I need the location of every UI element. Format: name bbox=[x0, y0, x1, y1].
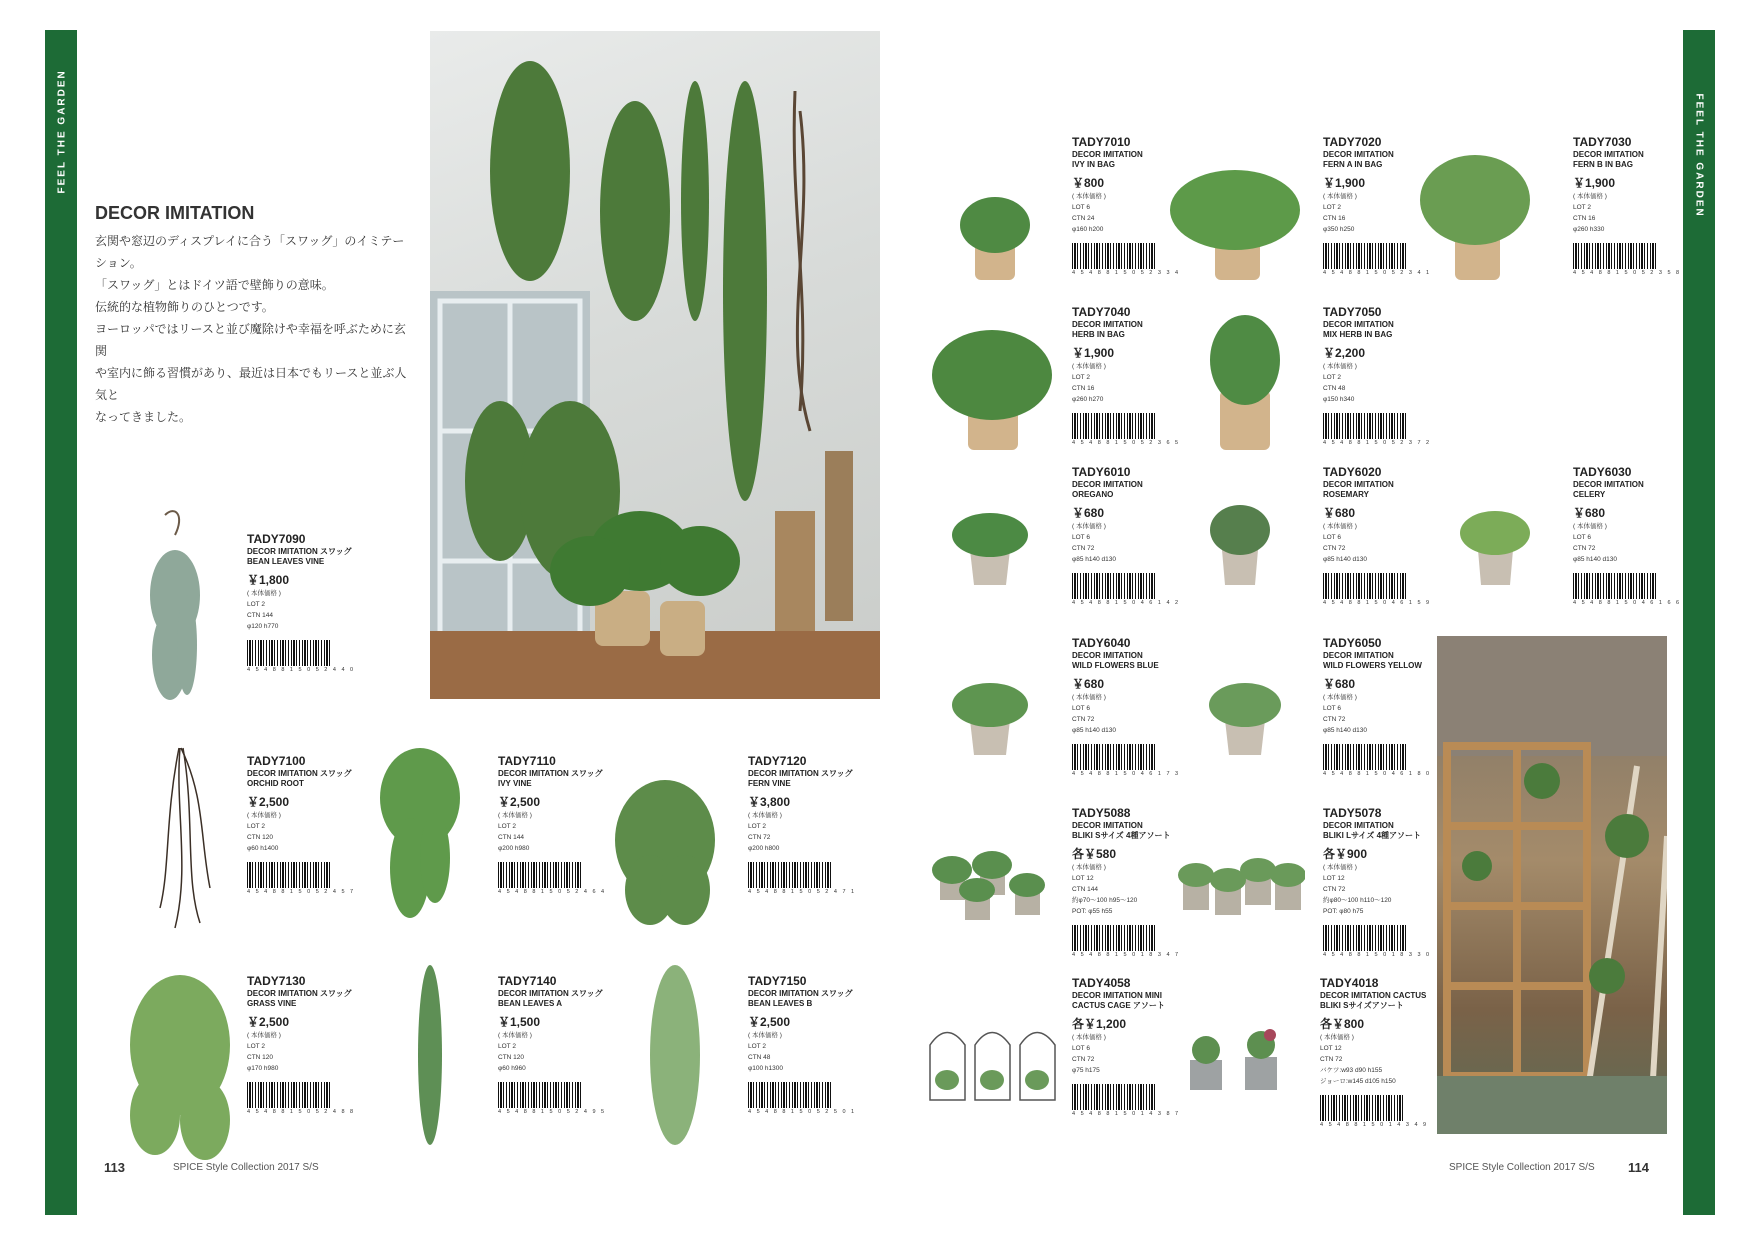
product-code: TADY6010 bbox=[1072, 465, 1131, 479]
product-code: TADY5078 bbox=[1323, 806, 1382, 820]
product-code: TADY7040 bbox=[1072, 305, 1131, 319]
product-ctn: CTN 120 bbox=[498, 1054, 525, 1061]
product-lot: LOT 12 bbox=[1072, 875, 1094, 882]
price-note: ( 本体価格 ) bbox=[748, 812, 782, 819]
product-name: DECOR IMITATION スワッグ bbox=[748, 769, 853, 778]
right-side-label: FEEL THE GARDEN bbox=[1693, 93, 1705, 218]
product-lot: LOT 2 bbox=[748, 823, 766, 830]
product-name-sub: CELERY bbox=[1573, 490, 1606, 499]
fern-a-in-bag-image bbox=[1170, 160, 1300, 280]
right-footer-collection: SPICE Style Collection 2017 S/S bbox=[1449, 1162, 1595, 1173]
product-item bbox=[1072, 305, 1212, 446]
product-name-sub: ORCHID ROOT bbox=[247, 779, 304, 788]
product-code: TADY7150 bbox=[748, 974, 807, 988]
price-note: ( 本体価格 ) bbox=[247, 1032, 281, 1039]
product-size: φ200 h800 bbox=[748, 845, 780, 852]
product-code: TADY4018 bbox=[1320, 976, 1379, 990]
price-note: ( 本体価格 ) bbox=[247, 590, 281, 597]
left-footer-collection: SPICE Style Collection 2017 S/S bbox=[173, 1162, 319, 1173]
product-pot-size: ジョーロ:w145 d105 h150 bbox=[1320, 1078, 1396, 1085]
product-size: φ260 h330 bbox=[1573, 226, 1605, 233]
cactus-tins-image bbox=[1180, 1015, 1290, 1095]
product-name: DECOR IMITATION bbox=[1072, 320, 1143, 329]
herb-in-bag-image bbox=[930, 325, 1055, 450]
swag-display-photo bbox=[430, 31, 880, 699]
product-price: ￥680 bbox=[1323, 677, 1356, 691]
product-name-sub: BEAN LEAVES A bbox=[498, 999, 563, 1008]
product-price: 各￥800 bbox=[1320, 1017, 1365, 1031]
product-lot: LOT 6 bbox=[1072, 204, 1090, 211]
product-size: バケツ:w93 d90 h155 bbox=[1320, 1067, 1383, 1074]
product-size: φ85 h140 d130 bbox=[1323, 556, 1367, 563]
fern-b-in-bag-image bbox=[1420, 140, 1530, 280]
product-size: φ85 h140 d130 bbox=[1072, 556, 1116, 563]
product-size: 約φ70〜100 h95〜120 bbox=[1072, 897, 1138, 904]
bean-leaves-a-image bbox=[400, 955, 460, 1165]
barcode-number: 4 5 4 8 8 1 5 0 5 2 4 8 8 bbox=[247, 1109, 356, 1115]
barcode bbox=[247, 1082, 331, 1108]
price-note: ( 本体価格 ) bbox=[1323, 694, 1357, 701]
product-price: 各￥1,200 bbox=[1072, 1017, 1127, 1031]
product-code: TADY7110 bbox=[498, 754, 556, 768]
product-price: ￥2,500 bbox=[247, 795, 290, 809]
right-page-number: 114 bbox=[1628, 1160, 1649, 1175]
product-name-sub: BLIKI Lサイズ 4種アソート bbox=[1323, 831, 1422, 840]
left-side-label: FEEL THE GARDEN bbox=[56, 69, 68, 194]
barcode-number: 4 5 4 8 8 1 5 0 4 6 1 5 9 bbox=[1323, 600, 1432, 606]
product-code: TADY6050 bbox=[1323, 636, 1382, 650]
barcode-number: 4 5 4 8 8 1 5 0 4 6 1 6 6 bbox=[1573, 600, 1682, 606]
product-price: ￥3,800 bbox=[748, 795, 791, 809]
product-ctn: CTN 120 bbox=[247, 834, 274, 841]
product-lot: LOT 2 bbox=[247, 601, 265, 608]
barcode bbox=[1072, 1084, 1156, 1110]
barcode bbox=[1323, 744, 1407, 770]
product-ctn: CTN 72 bbox=[1072, 716, 1095, 723]
product-size: φ60 h960 bbox=[498, 1065, 526, 1072]
product-size: φ350 h250 bbox=[1323, 226, 1355, 233]
product-lot: LOT 2 bbox=[1323, 374, 1341, 381]
product-ctn: CTN 16 bbox=[1072, 385, 1095, 392]
product-code: TADY7130 bbox=[247, 974, 306, 988]
product-code: TADY7090 bbox=[247, 532, 306, 546]
product-code: TADY7050 bbox=[1323, 305, 1382, 319]
product-item bbox=[247, 754, 387, 895]
product-name-sub: HERB IN BAG bbox=[1072, 330, 1125, 339]
product-size: φ85 h140 d130 bbox=[1072, 727, 1116, 734]
barcode-number: 4 5 4 8 8 1 5 0 4 6 1 4 2 bbox=[1072, 600, 1181, 606]
barcode bbox=[247, 862, 331, 888]
price-note: ( 本体価格 ) bbox=[1323, 363, 1357, 370]
product-price: ￥2,500 bbox=[247, 1015, 290, 1029]
product-item bbox=[498, 974, 638, 1115]
barcode bbox=[1573, 243, 1657, 269]
product-name-sub: OREGANO bbox=[1072, 490, 1114, 499]
barcode bbox=[247, 640, 331, 666]
product-name: DECOR IMITATION bbox=[1573, 480, 1644, 489]
product-size: φ150 h340 bbox=[1323, 396, 1355, 403]
product-lot: LOT 6 bbox=[1323, 705, 1341, 712]
product-item bbox=[1323, 806, 1463, 958]
product-price: ￥1,900 bbox=[1323, 176, 1366, 190]
price-note: ( 本体価格 ) bbox=[1072, 363, 1106, 370]
intro-line: 伝統的な植物飾りのひとつです。 bbox=[95, 300, 274, 314]
price-note: ( 本体価格 ) bbox=[1573, 193, 1607, 200]
product-size: φ75 h175 bbox=[1072, 1067, 1100, 1074]
product-name: DECOR IMITATION スワッグ bbox=[498, 769, 603, 778]
barcode-number: 4 5 4 8 8 1 5 0 4 6 1 8 0 bbox=[1323, 771, 1432, 777]
product-name-sub: CACTUS CAGE アソート bbox=[1072, 1001, 1165, 1010]
product-name: DECOR IMITATION bbox=[1323, 651, 1394, 660]
product-code: TADY6040 bbox=[1072, 636, 1131, 650]
product-code: TADY6030 bbox=[1573, 465, 1632, 479]
barcode bbox=[1323, 413, 1407, 439]
product-ctn: CTN 72 bbox=[1323, 545, 1346, 552]
barcode-number: 4 5 4 8 8 1 5 0 5 2 3 5 8 bbox=[1573, 270, 1682, 276]
price-note: ( 本体価格 ) bbox=[1072, 523, 1106, 530]
product-lot: LOT 2 bbox=[1072, 374, 1090, 381]
barcode bbox=[748, 862, 832, 888]
barcode-number: 4 5 4 8 8 1 5 0 5 2 3 6 5 bbox=[1072, 440, 1181, 446]
intro-text bbox=[95, 230, 415, 428]
product-lot: LOT 2 bbox=[1323, 204, 1341, 211]
product-name: DECOR IMITATION bbox=[1323, 320, 1394, 329]
product-size: φ85 h140 d130 bbox=[1323, 727, 1367, 734]
product-ctn: CTN 16 bbox=[1323, 215, 1346, 222]
product-name: DECOR IMITATION bbox=[1072, 651, 1143, 660]
price-note: ( 本体価格 ) bbox=[498, 1032, 532, 1039]
product-name: DECOR IMITATION bbox=[1072, 821, 1143, 830]
product-code: TADY4058 bbox=[1072, 976, 1131, 990]
product-lot: LOT 2 bbox=[498, 1043, 516, 1050]
ivy-in-bag-image bbox=[955, 190, 1035, 280]
grass-vine-image bbox=[120, 955, 240, 1165]
product-name: DECOR IMITATION MINI bbox=[1072, 991, 1162, 1000]
product-price: ￥2,500 bbox=[498, 795, 541, 809]
product-item bbox=[1573, 135, 1713, 276]
product-name: DECOR IMITATION bbox=[1323, 480, 1394, 489]
product-pot-size: POT: φ55 h55 bbox=[1072, 908, 1113, 915]
product-ctn: CTN 144 bbox=[247, 612, 274, 619]
barcode-number: 4 5 4 8 8 1 5 0 5 2 4 6 4 bbox=[498, 889, 607, 895]
product-code: TADY5088 bbox=[1072, 806, 1131, 820]
bliki-l-succulents-image bbox=[1175, 850, 1305, 920]
barcode-number: 4 5 4 8 8 1 5 0 1 4 3 4 9 bbox=[1320, 1122, 1429, 1128]
product-ctn: CTN 16 bbox=[1573, 215, 1596, 222]
intro-line: 玄関や窓辺のディスプレイに合う「スワッグ」のイミテーション。 bbox=[95, 234, 405, 270]
shop-display-photo bbox=[1437, 636, 1667, 1134]
product-name: DECOR IMITATION bbox=[1072, 480, 1143, 489]
product-name-sub: FERN A IN BAG bbox=[1323, 160, 1383, 169]
product-name-sub: WILD FLOWERS YELLOW bbox=[1323, 661, 1422, 670]
barcode-number: 4 5 4 8 8 1 5 0 5 2 3 4 1 bbox=[1323, 270, 1432, 276]
product-lot: LOT 12 bbox=[1320, 1045, 1342, 1052]
product-size: φ260 h270 bbox=[1072, 396, 1104, 403]
product-size: φ170 h980 bbox=[247, 1065, 279, 1072]
price-note: ( 本体価格 ) bbox=[1320, 1034, 1354, 1041]
wild-flowers-yellow-image bbox=[1205, 675, 1285, 755]
wild-flowers-blue-image bbox=[950, 675, 1030, 755]
product-price: ￥1,900 bbox=[1573, 176, 1616, 190]
barcode-number: 4 5 4 8 8 1 5 0 5 2 5 0 1 bbox=[748, 1109, 857, 1115]
price-note: ( 本体価格 ) bbox=[1573, 523, 1607, 530]
price-note: ( 本体価格 ) bbox=[1323, 523, 1357, 530]
product-ctn: CTN 72 bbox=[1323, 886, 1346, 893]
product-lot: LOT 6 bbox=[1323, 534, 1341, 541]
barcode bbox=[498, 862, 582, 888]
barcode-number: 4 5 4 8 8 1 5 0 5 2 4 7 1 bbox=[748, 889, 857, 895]
product-item bbox=[1072, 636, 1212, 777]
product-name-sub: WILD FLOWERS BLUE bbox=[1072, 661, 1159, 670]
product-lot: LOT 2 bbox=[247, 1043, 265, 1050]
product-name-sub: FERN VINE bbox=[748, 779, 791, 788]
barcode bbox=[498, 1082, 582, 1108]
rosemary-pot-image bbox=[1205, 505, 1275, 585]
product-size: φ100 h1300 bbox=[748, 1065, 783, 1072]
product-name: DECOR IMITATION bbox=[1323, 821, 1394, 830]
price-note: ( 本体価格 ) bbox=[498, 812, 532, 819]
bliki-s-succulents-image bbox=[925, 835, 1055, 920]
product-name-sub: ROSEMARY bbox=[1323, 490, 1369, 499]
product-item bbox=[1320, 976, 1460, 1128]
product-lot: LOT 6 bbox=[1072, 534, 1090, 541]
product-name-sub: BEAN LEAVES B bbox=[748, 999, 813, 1008]
product-ctn: CTN 72 bbox=[1072, 1056, 1095, 1063]
product-item bbox=[1323, 465, 1463, 606]
price-note: ( 本体価格 ) bbox=[1323, 193, 1357, 200]
product-name: DECOR IMITATION スワッグ bbox=[498, 989, 603, 998]
price-note: ( 本体価格 ) bbox=[247, 812, 281, 819]
intro-line: ヨーロッパではリースと並び魔除けや幸福を呼ぶために玄関 bbox=[95, 322, 406, 358]
barcode bbox=[1072, 925, 1156, 951]
barcode-number: 4 5 4 8 8 1 5 0 5 2 3 7 2 bbox=[1323, 440, 1432, 446]
product-size: φ120 h770 bbox=[247, 623, 279, 630]
product-price: ￥680 bbox=[1072, 677, 1105, 691]
product-ctn: CTN 72 bbox=[1320, 1056, 1343, 1063]
barcode-number: 4 5 4 8 8 1 5 0 4 6 1 7 3 bbox=[1072, 771, 1181, 777]
product-name: DECOR IMITATION スワッグ bbox=[247, 769, 352, 778]
product-name-sub: BLIKI Sサイズアソート bbox=[1320, 1001, 1404, 1010]
product-name-sub: BLIKI Sサイズ 4種アソート bbox=[1072, 831, 1171, 840]
intro-line: なってきました。 bbox=[95, 410, 192, 424]
price-note: ( 本体価格 ) bbox=[1072, 864, 1106, 871]
product-lot: LOT 2 bbox=[247, 823, 265, 830]
left-page-number: 113 bbox=[104, 1160, 125, 1175]
product-item bbox=[748, 754, 888, 895]
barcode bbox=[1320, 1095, 1404, 1121]
intro-line: や室内に飾る習慣があり、最近は日本でもリースと並ぶ人気と bbox=[95, 366, 407, 402]
product-ctn: CTN 48 bbox=[748, 1054, 771, 1061]
product-name: DECOR IMITATION bbox=[1323, 150, 1394, 159]
product-ctn: CTN 144 bbox=[498, 834, 525, 841]
product-ctn: CTN 48 bbox=[1323, 385, 1346, 392]
barcode bbox=[1573, 573, 1657, 599]
price-note: ( 本体価格 ) bbox=[748, 1032, 782, 1039]
product-item bbox=[1323, 305, 1463, 446]
product-code: TADY6020 bbox=[1323, 465, 1382, 479]
barcode bbox=[1072, 413, 1156, 439]
product-item bbox=[1072, 465, 1212, 606]
left-side-bar bbox=[45, 30, 77, 1215]
bean-leaves-vine-image bbox=[135, 505, 215, 710]
product-ctn: CTN 144 bbox=[1072, 886, 1099, 893]
product-price: 各￥900 bbox=[1323, 847, 1368, 861]
product-size: φ85 h140 d130 bbox=[1573, 556, 1617, 563]
product-name-sub: IVY VINE bbox=[498, 779, 532, 788]
barcode bbox=[1323, 243, 1407, 269]
product-size: φ200 h980 bbox=[498, 845, 530, 852]
product-lot: LOT 2 bbox=[498, 823, 516, 830]
product-item bbox=[247, 532, 387, 673]
mix-herb-in-bag-image bbox=[1205, 315, 1285, 450]
product-item bbox=[1323, 636, 1463, 777]
barcode-number: 4 5 4 8 8 1 5 0 5 2 4 4 0 bbox=[247, 667, 356, 673]
fern-vine-image bbox=[610, 730, 720, 930]
product-lot: LOT 6 bbox=[1573, 534, 1591, 541]
product-size: 約φ80〜100 h110〜120 bbox=[1323, 897, 1392, 904]
price-note: ( 本体価格 ) bbox=[1072, 1034, 1106, 1041]
product-code: TADY7030 bbox=[1573, 135, 1632, 149]
product-ctn: CTN 72 bbox=[1072, 545, 1095, 552]
barcode bbox=[1323, 925, 1407, 951]
product-ctn: CTN 120 bbox=[247, 1054, 274, 1061]
product-name: DECOR IMITATION CACTUS bbox=[1320, 991, 1427, 1000]
product-lot: LOT 6 bbox=[1072, 1045, 1090, 1052]
barcode bbox=[748, 1082, 832, 1108]
product-lot: LOT 12 bbox=[1323, 875, 1345, 882]
product-name-sub: FERN B IN BAG bbox=[1573, 160, 1633, 169]
barcode bbox=[1323, 573, 1407, 599]
product-price: 各￥580 bbox=[1072, 847, 1117, 861]
bean-leaves-b-image bbox=[640, 955, 710, 1165]
product-ctn: CTN 72 bbox=[748, 834, 771, 841]
product-name-sub: BEAN LEAVES VINE bbox=[247, 557, 325, 566]
barcode-number: 4 5 4 8 8 1 5 0 5 2 3 3 4 bbox=[1072, 270, 1181, 276]
product-lot: LOT 2 bbox=[1573, 204, 1591, 211]
product-lot: LOT 2 bbox=[748, 1043, 766, 1050]
product-price: ￥1,500 bbox=[498, 1015, 541, 1029]
barcode-number: 4 5 4 8 8 1 5 0 5 2 4 9 5 bbox=[498, 1109, 607, 1115]
product-name: DECOR IMITATION スワッグ bbox=[247, 547, 352, 556]
product-price: ￥680 bbox=[1323, 506, 1356, 520]
celery-pot-image bbox=[1458, 505, 1533, 585]
barcode bbox=[1072, 573, 1156, 599]
intro-line: 「スワッグ」とはドイツ語で壁飾りの意味。 bbox=[95, 278, 334, 292]
oregano-pot-image bbox=[950, 505, 1030, 585]
section-title: DECOR IMITATION bbox=[95, 203, 255, 223]
price-note: ( 本体価格 ) bbox=[1072, 193, 1106, 200]
barcode-number: 4 5 4 8 8 1 5 0 5 2 4 5 7 bbox=[247, 889, 356, 895]
product-name: DECOR IMITATION bbox=[1072, 150, 1143, 159]
barcode-number: 4 5 4 8 8 1 5 0 1 8 3 3 0 bbox=[1323, 952, 1432, 958]
product-price: ￥680 bbox=[1072, 506, 1105, 520]
product-code: TADY7120 bbox=[748, 754, 807, 768]
product-price: ￥680 bbox=[1573, 506, 1606, 520]
product-name: DECOR IMITATION スワッグ bbox=[748, 989, 853, 998]
barcode-number: 4 5 4 8 8 1 5 0 1 8 3 4 7 bbox=[1072, 952, 1181, 958]
price-note: ( 本体価格 ) bbox=[1323, 864, 1357, 871]
product-name: DECOR IMITATION スワッグ bbox=[247, 989, 352, 998]
product-name-sub: MIX HERB IN BAG bbox=[1323, 330, 1393, 339]
product-name-sub: GRASS VINE bbox=[247, 999, 297, 1008]
product-name: DECOR IMITATION bbox=[1573, 150, 1644, 159]
product-code: TADY7140 bbox=[498, 974, 557, 988]
product-price: ￥1,900 bbox=[1072, 346, 1115, 360]
product-price: ￥2,200 bbox=[1323, 346, 1366, 360]
product-lot: LOT 6 bbox=[1072, 705, 1090, 712]
product-size: φ160 h200 bbox=[1072, 226, 1104, 233]
barcode bbox=[1072, 243, 1156, 269]
product-price: ￥1,800 bbox=[247, 573, 290, 587]
ivy-vine-image bbox=[370, 718, 470, 938]
cactus-cage-image bbox=[925, 1000, 1060, 1105]
price-note: ( 本体価格 ) bbox=[1072, 694, 1106, 701]
product-code: TADY7010 bbox=[1072, 135, 1131, 149]
product-code: TADY7020 bbox=[1323, 135, 1382, 149]
product-pot-size: POT: φ80 h75 bbox=[1323, 908, 1364, 915]
product-ctn: CTN 24 bbox=[1072, 215, 1095, 222]
product-item bbox=[247, 974, 387, 1115]
product-code: TADY7100 bbox=[247, 754, 306, 768]
product-ctn: CTN 72 bbox=[1323, 716, 1346, 723]
orchid-root-image bbox=[145, 718, 225, 933]
product-name-sub: IVY IN BAG bbox=[1072, 160, 1115, 169]
product-ctn: CTN 72 bbox=[1573, 545, 1596, 552]
product-price: ￥800 bbox=[1072, 176, 1105, 190]
product-price: ￥2,500 bbox=[748, 1015, 791, 1029]
product-item bbox=[748, 974, 888, 1115]
product-item bbox=[1573, 465, 1713, 606]
product-size: φ60 h1400 bbox=[247, 845, 279, 852]
barcode bbox=[1072, 744, 1156, 770]
barcode-number: 4 5 4 8 8 1 5 0 1 4 3 8 7 bbox=[1072, 1111, 1181, 1117]
